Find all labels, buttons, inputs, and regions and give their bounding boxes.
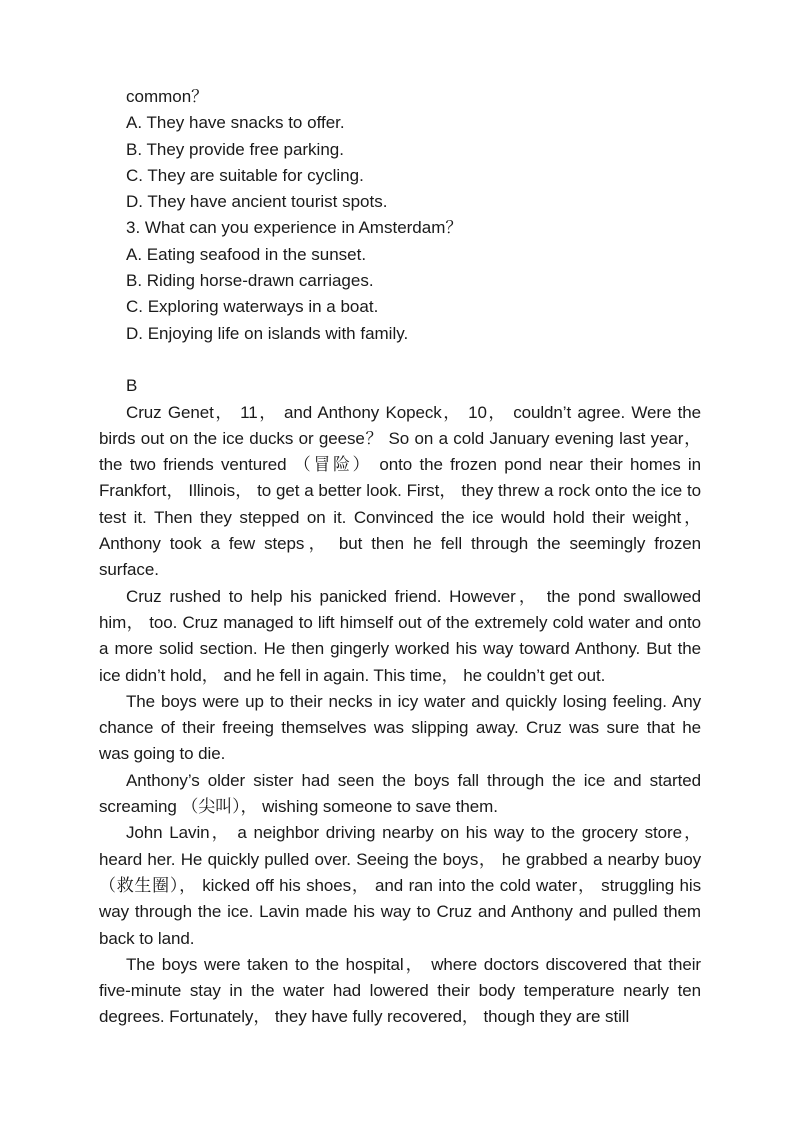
answer-option: C. They are suitable for cycling. <box>126 165 364 185</box>
passage-body <box>99 400 701 1031</box>
passage-paragraph: The boys were up to their necks in icy water and quickly losing feeling. Any chance of their freeing themselves was slipping away. Cruz was sure that he was going to die. <box>99 691 701 764</box>
passage-paragraph: Anthony’s older sister had seen the boys fall through the ice and started screaming （尖叫）， wishing someone to save them. <box>99 770 701 817</box>
passage-paragraph: Cruz Genet， 11， and Anthony Kopeck， 10， couldn’t agree. Were the birds out on the ice ducks or geese？ So on a cold January evening last year， the two friends ventured （冒险） onto the frozen pond near their homes in Frankfort， Illinois， to get a better look. First， they threw a rock onto the ice to test it. Then they stepped on it. Convinced the ice would hold their weight， Anthony took a few steps， but then he fell through the seemingly frozen surface. <box>99 402 701 580</box>
passage-paragraph: The boys were taken to the hospital， where doctors discovered that their five-minute stay in the water had lowered their body temperature nearly ten degrees. Fortunately， they have fully recovered， though they are still <box>99 954 701 1027</box>
document-page <box>99 84 701 1031</box>
passage-paragraph: Cruz rushed to help his panicked friend. However， the pond swallowed him， too. Cruz managed to lift himself out of the extremely cold water and onto a more solid section. He then gingerly worked his way toward Anthony. But the ice didn’t hold， and he fell in again. This time， he couldn’t get out. <box>99 586 701 685</box>
passage-paragraph: John Lavin， a neighbor driving nearby on his way to the grocery store， heard her. He quickly pulled over. Seeing the boys， he grabbed a nearby buoy （救生圈）， kicked off his shoes， and ran into the cold water， struggling his way through the ice. Lavin made his way to Cruz and Anthony and pulled them back to land. <box>99 823 701 948</box>
question-block <box>99 84 701 347</box>
answer-option: B. Riding horse-drawn carriages. <box>126 271 374 291</box>
question-text: 3. What can you experience in Amsterdam？ <box>126 218 463 238</box>
answer-option: B. They provide free parking. <box>126 139 344 159</box>
section-heading: B <box>126 376 138 396</box>
answer-option: D. Enjoying life on islands with family. <box>126 323 409 343</box>
blank-line <box>99 347 701 373</box>
answer-option: A. Eating seafood in the sunset. <box>126 244 367 264</box>
answer-option: A. They have snacks to offer. <box>126 113 345 133</box>
question-continuation: common？ <box>126 87 209 106</box>
answer-option: D. They have ancient tourist spots. <box>126 192 388 212</box>
answer-option: C. Exploring waterways in a boat. <box>126 297 379 317</box>
